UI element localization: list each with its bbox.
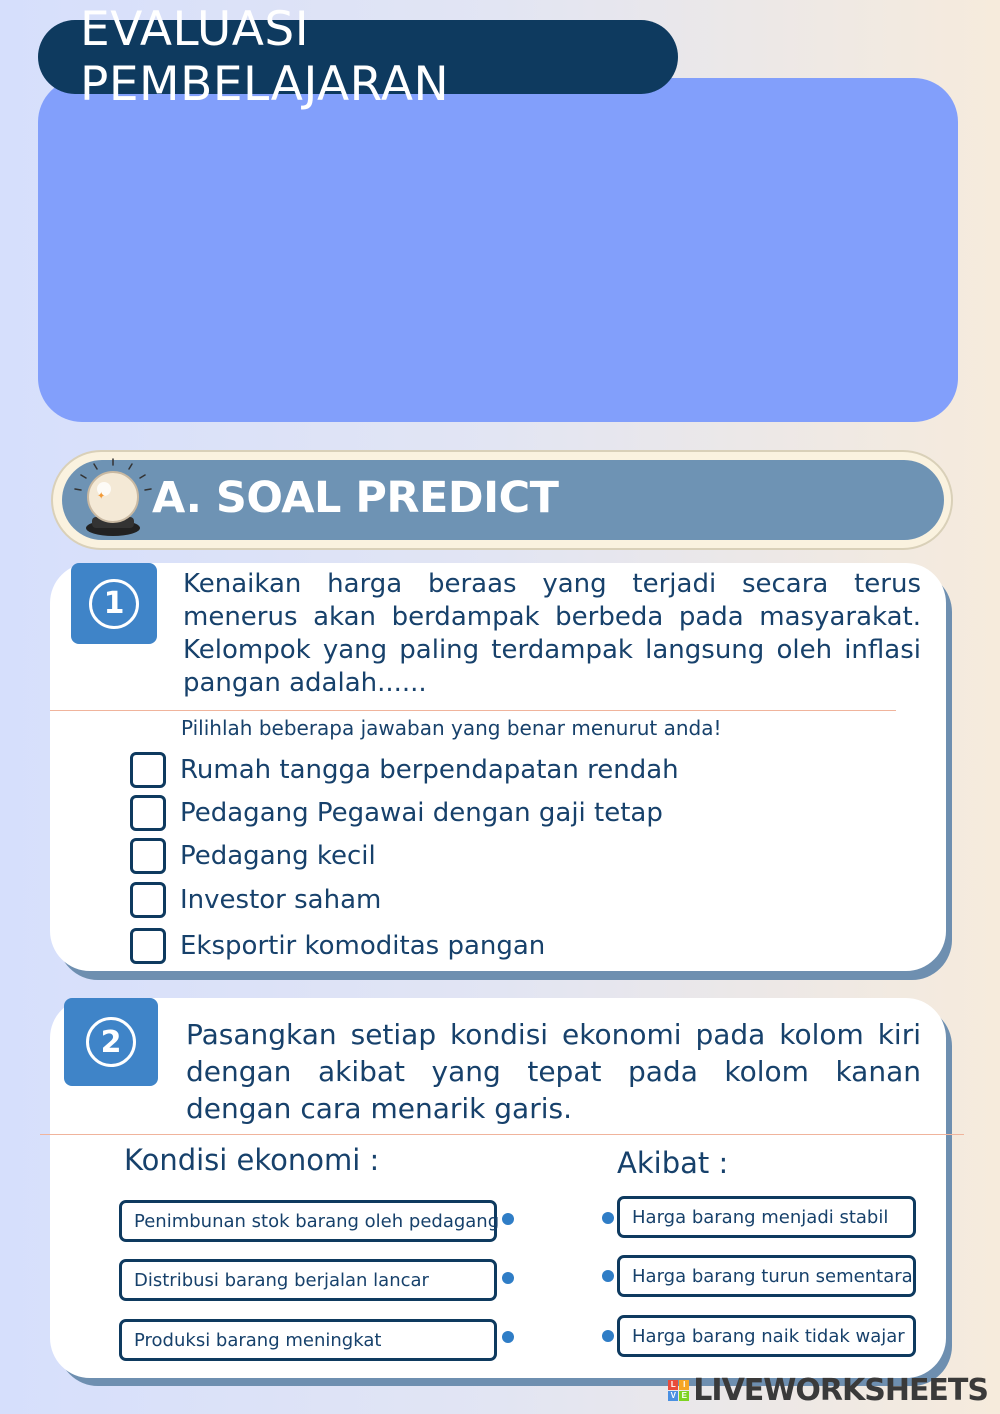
- liveworksheets-brand: [668, 1373, 988, 1408]
- question1-number-badge: [71, 563, 157, 644]
- option-checkbox[interactable]: [130, 752, 166, 788]
- condition-connector-dot[interactable]: [502, 1272, 514, 1284]
- option-checkbox[interactable]: [130, 928, 166, 964]
- blank-content-panel: [38, 78, 958, 422]
- question2-text: Pasangkan setiap kondisi ekonomi pada kolom kiri dengan akibat yang tepat pada kolom kanan dengan cara menarik garis.: [186, 1018, 921, 1125]
- right-column-heading: Akibat :: [617, 1146, 729, 1180]
- svg-text:✦: ✦: [97, 491, 106, 502]
- logo-letter: I: [679, 1380, 689, 1390]
- crystal-ball-icon: [70, 455, 156, 541]
- question2-divider: [40, 1134, 964, 1135]
- option-row[interactable]: [130, 795, 663, 831]
- option-label: Eksportir komoditas pangan: [180, 931, 546, 961]
- logo-letter: V: [668, 1391, 678, 1401]
- effect-box[interactable]: Harga barang turun sementara: [617, 1255, 916, 1297]
- condition-connector-dot[interactable]: [502, 1213, 514, 1225]
- effect-connector-dot[interactable]: [602, 1330, 614, 1342]
- condition-box[interactable]: Distribusi barang berjalan lancar: [119, 1259, 497, 1301]
- left-column-heading: Kondisi ekonomi :: [124, 1143, 380, 1177]
- condition-connector-dot[interactable]: [502, 1331, 514, 1343]
- option-row[interactable]: [130, 752, 679, 788]
- question1-divider: [50, 710, 896, 711]
- page-title: [38, 2, 678, 112]
- option-label: Pedagang Pegawai dengan gaji tetap: [180, 798, 663, 828]
- question1-text: Kenaikan harga beraas yang terjadi secara terus menerus akan berdampak berbeda pada masyarakat. Kelompok yang paling terdampak langsung oleh inflasi pangan adalah......: [183, 569, 921, 698]
- condition-box[interactable]: Penimbunan stok barang oleh pedagang: [119, 1200, 497, 1242]
- effect-connector-dot[interactable]: [602, 1270, 614, 1282]
- brand-name: LIVEWORKSHEETS: [693, 1373, 988, 1408]
- option-checkbox[interactable]: [130, 882, 166, 918]
- effect-box[interactable]: Harga barang menjadi stabil: [617, 1196, 916, 1238]
- effect-box[interactable]: Harga barang naik tidak wajar: [617, 1315, 916, 1357]
- option-label: Rumah tangga berpendapatan rendah: [180, 755, 679, 785]
- condition-box[interactable]: Produksi barang meningkat: [119, 1319, 497, 1361]
- option-label: Pedagang kecil: [180, 841, 376, 871]
- question1-number: 1: [89, 579, 139, 629]
- question1-instruction: Pilihlah beberapa jawaban yang benar menurut anda!: [181, 716, 722, 740]
- question2-number: 2: [86, 1017, 136, 1067]
- section-title: A. SOAL PREDICT: [152, 473, 559, 523]
- option-row[interactable]: [130, 928, 545, 964]
- option-label: Investor saham: [180, 885, 382, 915]
- option-checkbox[interactable]: [130, 795, 166, 831]
- logo-letter: E: [679, 1391, 689, 1401]
- option-checkbox[interactable]: [130, 838, 166, 874]
- question2-number-badge: [64, 998, 158, 1086]
- option-row[interactable]: [130, 838, 376, 874]
- option-row[interactable]: [130, 882, 381, 918]
- logo-letter: L: [668, 1380, 678, 1390]
- effect-connector-dot[interactable]: [602, 1212, 614, 1224]
- page-title-text: EVALUASI PEMBELAJARAN: [80, 2, 450, 112]
- liveworksheets-logo-icon: [668, 1380, 689, 1401]
